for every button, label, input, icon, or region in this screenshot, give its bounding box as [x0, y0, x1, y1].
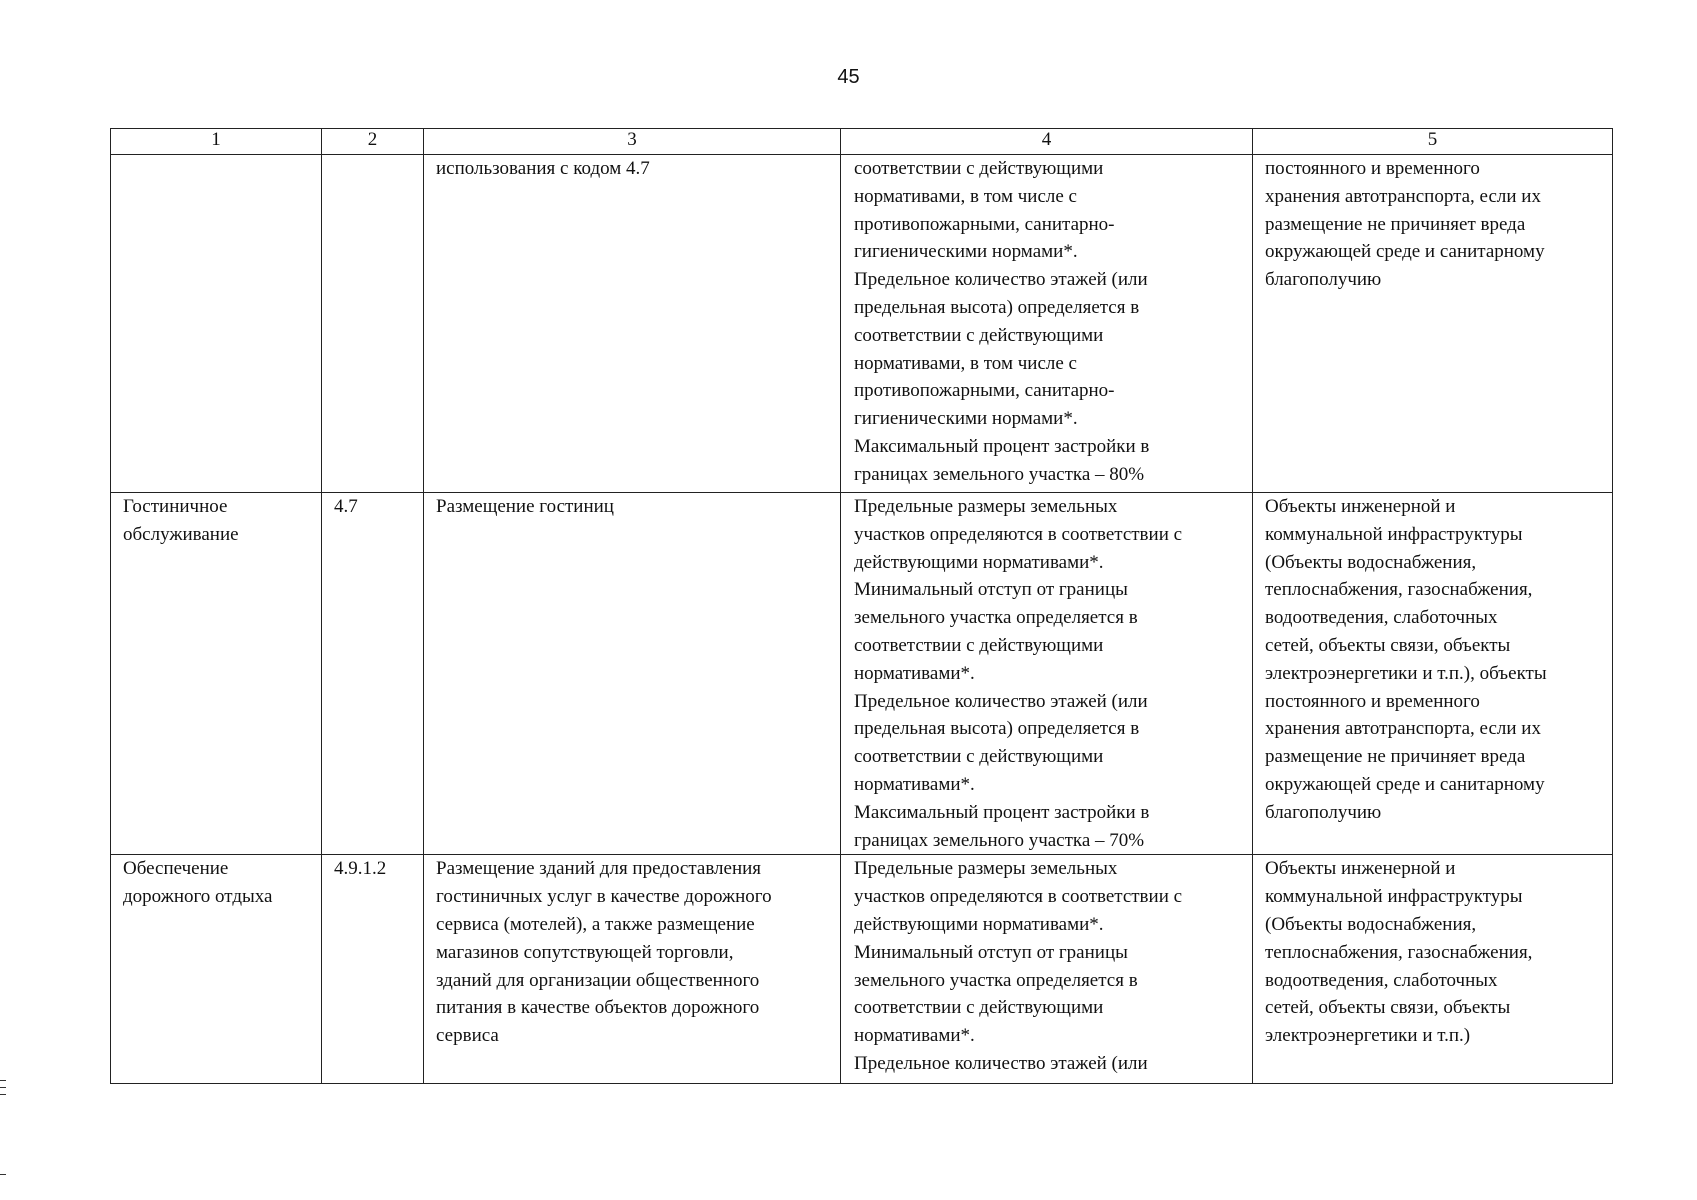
header-row	[111, 129, 1613, 155]
use-description-cell: использования с кодом 4.7	[424, 155, 841, 493]
scan-margin-mark	[0, 1174, 6, 1175]
zoning-table	[110, 128, 1613, 1084]
use-name-cell: Обеспечение дорожного отдыха	[111, 855, 322, 1084]
use-description-cell: Размещение гостиниц	[424, 493, 841, 855]
use-code-cell: 4.7	[322, 493, 424, 855]
parameters-cell: Предельные размеры земельных участков определяются в соответствии с действующими нормативами*. Минимальный отступ от границы земельного участка определяется в соответствии с действующими нормативами*. Предельное количество этажей (или	[841, 855, 1253, 1084]
column-header-3: 3	[424, 129, 841, 155]
column-header-2: 2	[322, 129, 424, 155]
use-name-cell: Гостиничное обслуживание	[111, 493, 322, 855]
table-row	[111, 155, 1613, 493]
parameters-cell: Предельные размеры земельных участков определяются в соответствии с действующими нормативами*. Минимальный отступ от границы земельного участка определяется в соответствии с действующими нормативами*. Предельное количество этажей (или предельная высота) определяется в соответствии с действующими нормативами*. Максимальный процент застройки в границах земельного участка – 70%	[841, 493, 1253, 855]
parameters-cell: соответствии с действующими нормативами, в том числе с противопожарными, санитарно- гигиеническими нормами*. Предельное количество этажей (или предельная высота) определяется в соответствии с действующими нормативами, в том числе с противопожарными, санитарно- гигиеническими нормами*. Максимальный процент застройки в границах земельного участка – 80%	[841, 155, 1253, 493]
table-row	[111, 493, 1613, 855]
scan-margin-mark	[0, 1080, 6, 1081]
scan-margin-mark	[0, 1087, 6, 1088]
column-header-4: 4	[841, 129, 1253, 155]
column-header-5: 5	[1253, 129, 1613, 155]
page-number: 45	[837, 66, 860, 88]
scan-margin-mark	[0, 1094, 6, 1095]
column-header-1: 1	[111, 129, 322, 155]
use-code-cell: 4.9.1.2	[322, 855, 424, 1084]
auxiliary-uses-cell: Объекты инженерной и коммунальной инфраструктуры (Объекты водоснабжения, теплоснабжения, газоснабжения, водоотведения, слаботочных сетей, объекты связи, объекты электроэнергетики и т.п.), объекты постоянного и временного хранения автотранспорта, если их размещение не причиняет вреда окружающей среде и санитарному благополучию	[1253, 493, 1613, 855]
use-name-cell	[111, 155, 322, 493]
table-row	[111, 855, 1613, 1084]
auxiliary-uses-cell: постоянного и временного хранения автотранспорта, если их размещение не причиняет вреда окружающей среде и санитарному благополучию	[1253, 155, 1613, 493]
use-code-cell	[322, 155, 424, 493]
use-description-cell: Размещение зданий для предоставления гостиничных услуг в качестве дорожного сервиса (мотелей), а также размещение магазинов сопутствующей торговли, зданий для организации общественного питания в качестве объектов дорожного сервиса	[424, 855, 841, 1084]
auxiliary-uses-cell: Объекты инженерной и коммунальной инфраструктуры (Объекты водоснабжения, теплоснабжения, газоснабжения, водоотведения, слаботочных сетей, объекты связи, объекты электроэнергетики и т.п.)	[1253, 855, 1613, 1084]
